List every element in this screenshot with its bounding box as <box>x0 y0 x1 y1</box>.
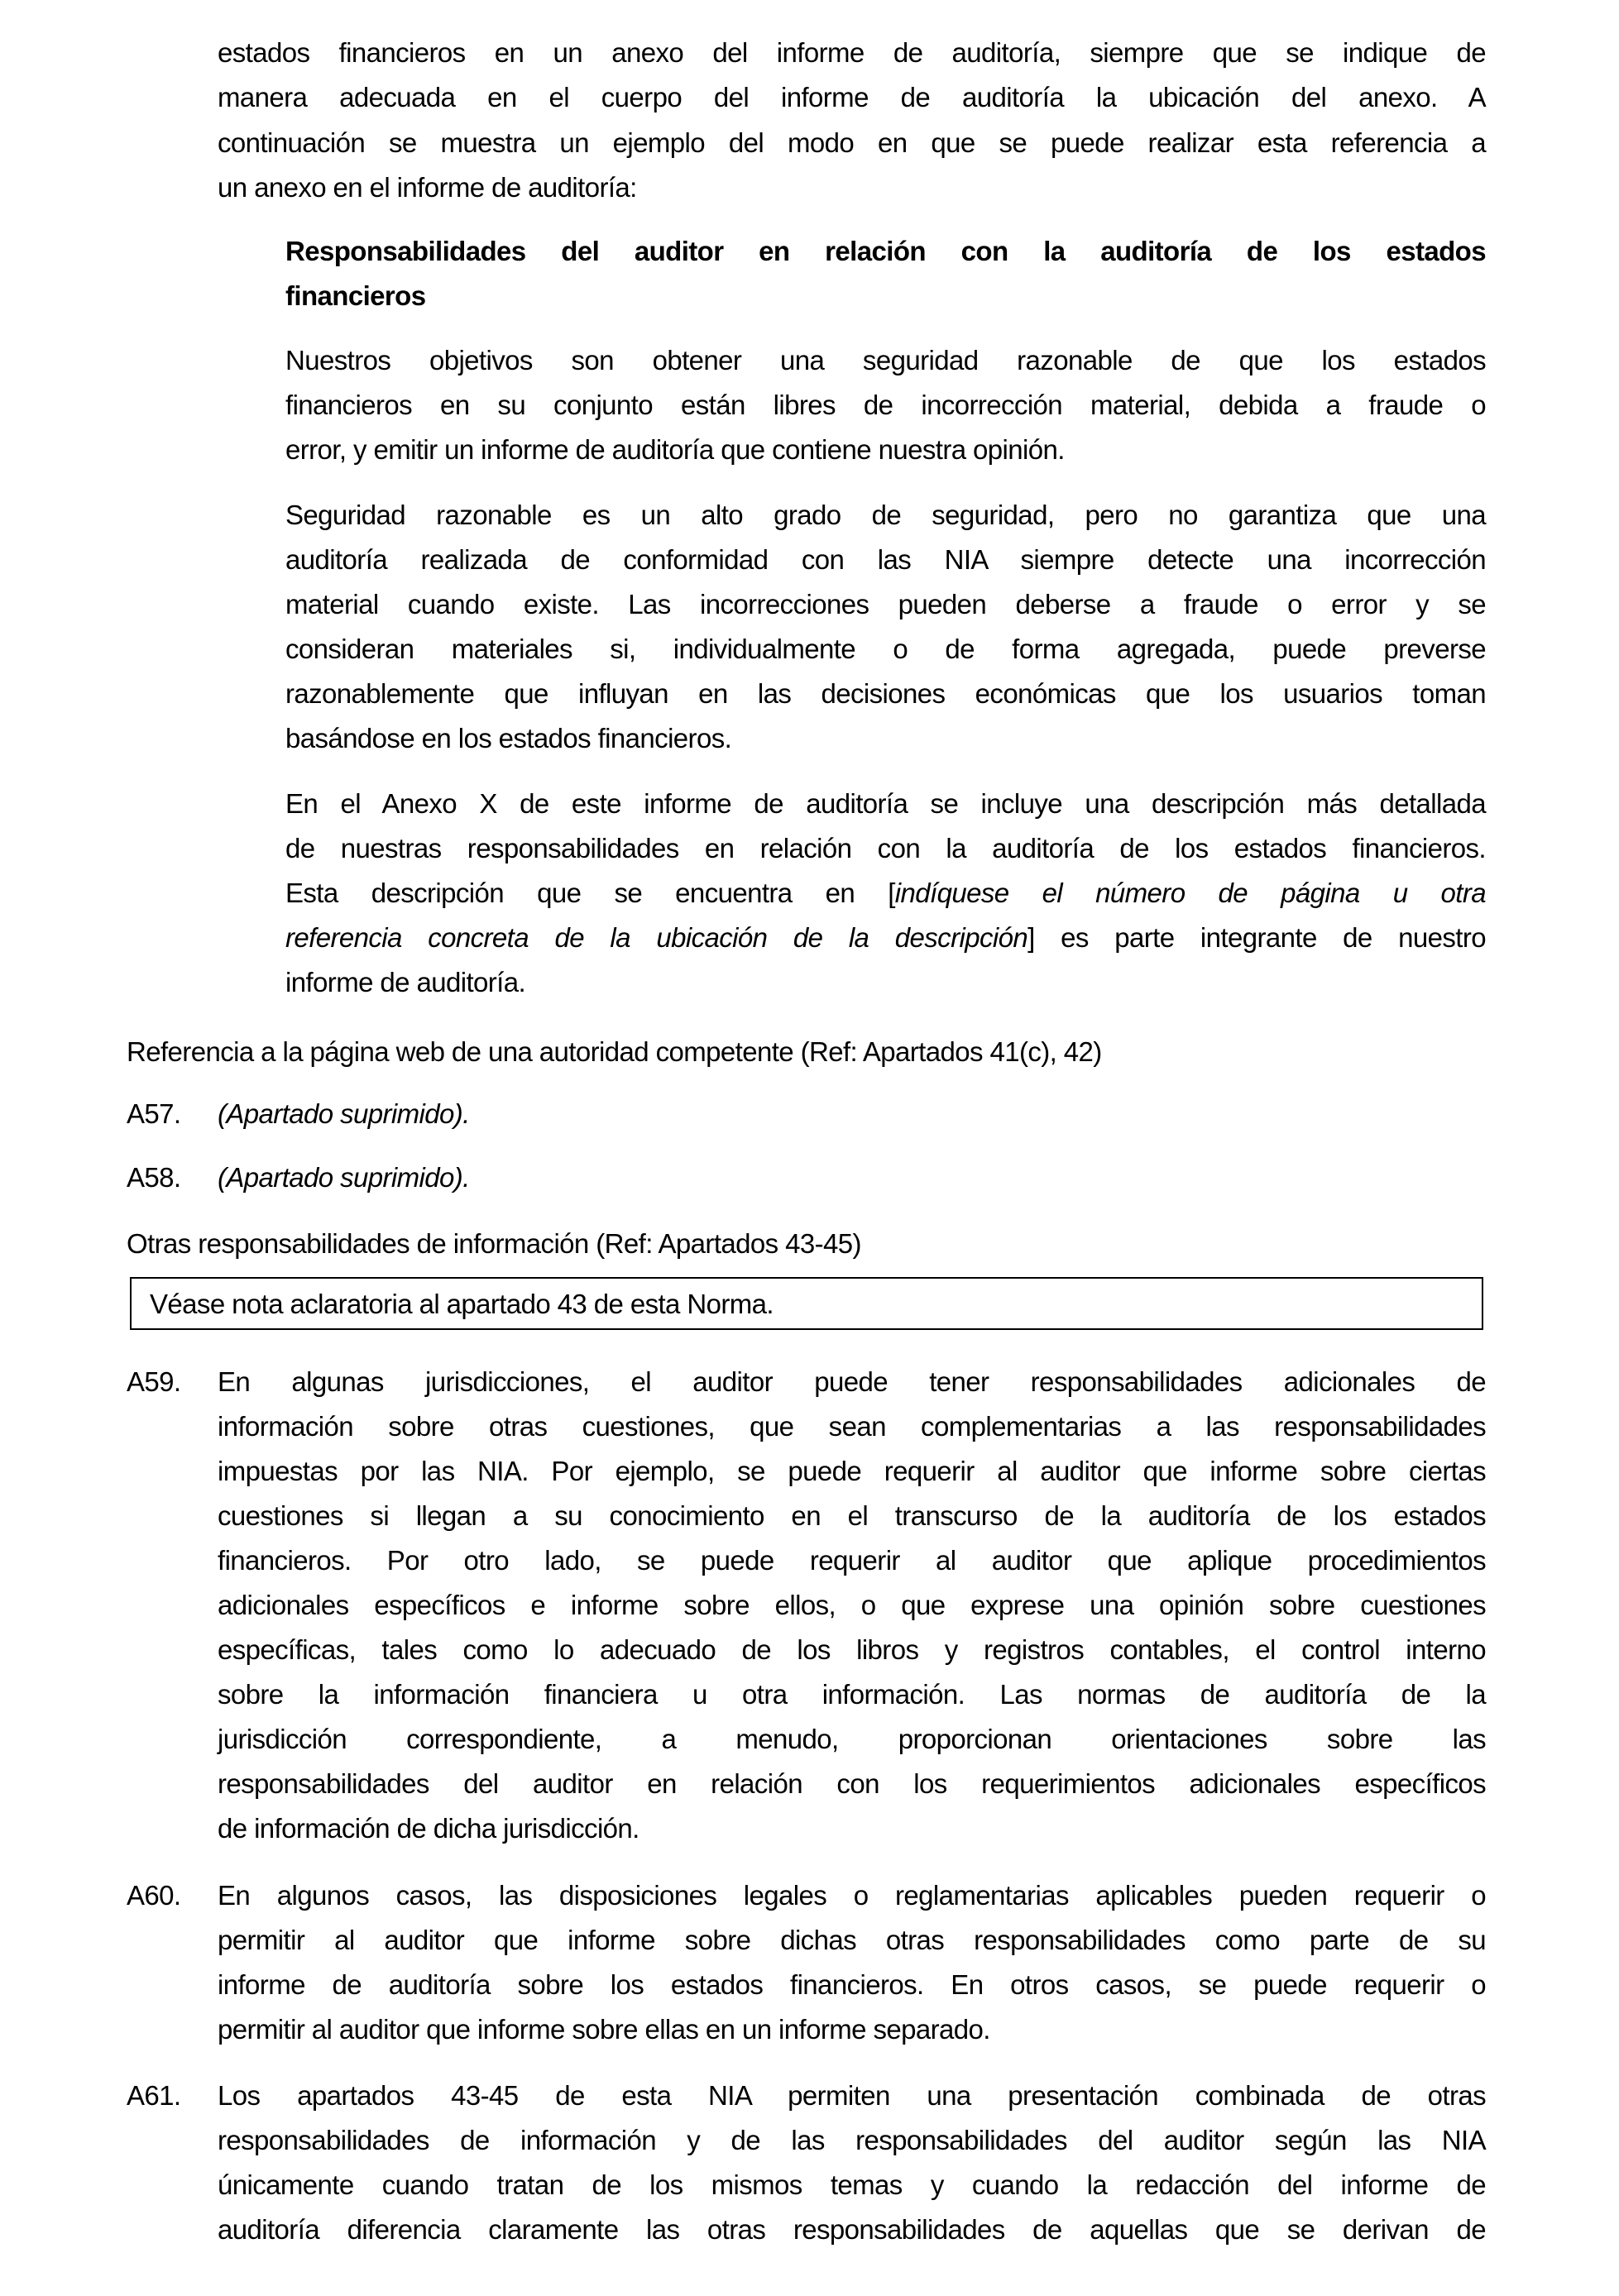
text-line: financieros en su conjunto están libres de incorrección material, debida a fraude o <box>285 390 1486 420</box>
text-line: basándose en los estados financieros. <box>285 723 732 753</box>
example-heading: Responsabilidades del auditor en relación con la auditoría de los estados <box>285 236 1486 266</box>
paragraph-number: A61. <box>127 2080 181 2111</box>
text-line: En el Anexo X de este informe de auditoría se incluye una descripción más detallada <box>285 788 1486 819</box>
paragraph-text: (Apartado suprimido). <box>218 1098 470 1129</box>
text-line <box>285 916 1486 960</box>
text-line: información sobre otras cuestiones, que sean complementarias a las responsabilidades <box>218 1411 1486 1442</box>
text-line: informe de auditoría sobre los estados financieros. En otros casos, se puede requerir o <box>218 1969 1486 2000</box>
text-line: específicas, tales como lo adecuado de los libros y registros contables, el control interno <box>218 1634 1486 1665</box>
text-line: informe de auditoría. <box>285 967 526 997</box>
text-line: de información de dicha jurisdicción. <box>218 1813 639 1844</box>
note-text: Véase nota aclaratoria al apartado 43 de esta Norma. <box>150 1289 774 1319</box>
text-italic: indíquese el número de página u otra <box>894 878 1486 908</box>
text-line: permitir al auditor que informe sobre ellas en un informe separado. <box>218 2014 990 2045</box>
text-line: continuación se muestra un ejemplo del modo en que se puede realizar esta referencia a <box>218 127 1486 158</box>
text-line: adicionales específicos e informe sobre ellos, o que exprese una opinión sobre cuestiones <box>218 1590 1486 1620</box>
text-line: error, y emitir un informe de auditoría que contiene nuestra opinión. <box>285 434 1065 465</box>
section-heading: Referencia a la página web de una autoridad competente (Ref: Apartados 41(c), 42) <box>127 1036 1102 1067</box>
text-line: Seguridad razonable es un alto grado de seguridad, pero no garantiza que una <box>285 500 1486 530</box>
text-line: estados financieros en un anexo del informe de auditoría, siempre que se indique de <box>218 37 1486 68</box>
paragraph-number: A59. <box>127 1366 181 1397</box>
text-line: consideran materiales si, individualmente o de forma agregada, puede preverse <box>285 634 1486 664</box>
text-line: únicamente cuando tratan de los mismos temas y cuando la redacción del informe de <box>218 2169 1486 2200</box>
text-line: permitir al auditor que informe sobre dichas otras responsabilidades como parte de su <box>218 1925 1486 1955</box>
text-line: impuestas por las NIA. Por ejemplo, se puede requerir al auditor que informe sobre ciertas <box>218 1456 1486 1486</box>
text-italic: referencia concreta de la ubicación de la descripción <box>285 922 1028 953</box>
text-line: un anexo en el informe de auditoría: <box>218 172 637 203</box>
text-line: financieros. Por otro lado, se puede requerir al auditor que aplique procedimientos <box>218 1545 1486 1576</box>
paragraph-text: (Apartado suprimido). <box>218 1162 470 1193</box>
text-line: razonablemente que influyan en las decisiones económicas que los usuarios toman <box>285 678 1486 709</box>
section-heading: Otras responsabilidades de información (Ref: Apartados 43-45) <box>127 1228 861 1259</box>
text-normal: Esta descripción que se encuentra en [ <box>285 878 895 908</box>
text-line <box>285 871 1486 916</box>
text-line: responsabilidades del auditor en relación con los requerimientos adicionales específicos <box>218 1768 1486 1799</box>
text-line: auditoría diferencia claramente las otras responsabilidades de aquellas que se derivan de <box>218 2214 1486 2245</box>
text-line: responsabilidades de información y de las responsabilidades del auditor según las NIA <box>218 2125 1486 2155</box>
text-line: En algunos casos, las disposiciones legales o reglamentarias aplicables pueden requerir o <box>218 1880 1486 1911</box>
text-line: sobre la información financiera u otra información. Las normas de auditoría de la <box>218 1679 1486 1710</box>
text-line: Nuestros objetivos son obtener una seguridad razonable de que los estados <box>285 345 1486 375</box>
paragraph-number: A57. <box>127 1098 181 1129</box>
example-heading: financieros <box>285 280 426 311</box>
text-line: material cuando existe. Las incorrecciones pueden deberse a fraude o error y se <box>285 589 1486 619</box>
note-box <box>130 1277 1483 1330</box>
text-line: cuestiones si llegan a su conocimiento en el transcurso de la auditoría de los estados <box>218 1500 1486 1531</box>
text-line: manera adecuada en el cuerpo del informe de auditoría la ubicación del anexo. A <box>218 82 1486 112</box>
paragraph-number: A58. <box>127 1162 181 1193</box>
text-line: auditoría realizada de conformidad con las NIA siempre detecte una incorrección <box>285 544 1486 575</box>
text-line: Los apartados 43-45 de esta NIA permiten una presentación combinada de otras <box>218 2080 1486 2111</box>
text-normal: ] es parte integrante de nuestro <box>1027 922 1486 953</box>
text-line: jurisdicción correspondiente, a menudo, proporcionan orientaciones sobre las <box>218 1724 1486 1754</box>
paragraph-number: A60. <box>127 1880 181 1911</box>
text-line: En algunas jurisdicciones, el auditor puede tener responsabilidades adicionales de <box>218 1366 1486 1397</box>
text-line: de nuestras responsabilidades en relación con la auditoría de los estados financieros. <box>285 833 1486 863</box>
